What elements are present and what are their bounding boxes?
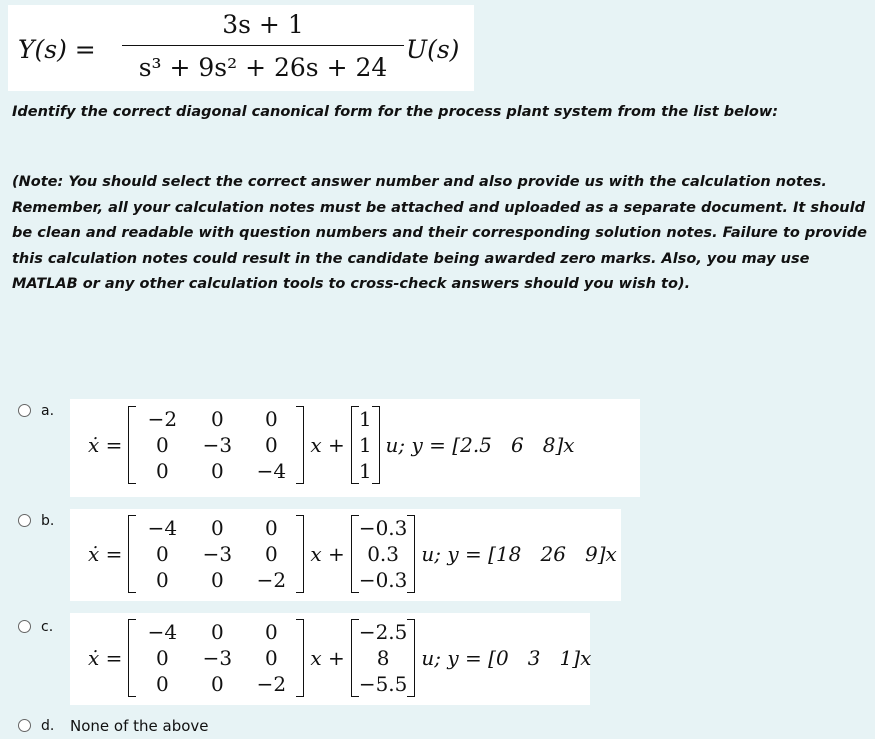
option-d-letter: d. [41, 718, 55, 734]
option-a-radio[interactable] [18, 404, 31, 417]
option-b-letter: b. [41, 513, 55, 529]
matrix-entry: 0 [265, 407, 278, 431]
option-a-mid: x + [310, 433, 345, 457]
transfer-function-image [8, 5, 474, 91]
option-b-lhs: ẋ = [88, 542, 123, 566]
option-b-equation[interactable] [70, 509, 621, 601]
matrix-entry: −4 [147, 516, 178, 540]
tf-numerator: 3s + 1 [222, 10, 304, 39]
matrix-entry: −2 [147, 407, 178, 431]
matrix-entry: 0 [265, 646, 278, 670]
matrix-entry: 0 [265, 433, 278, 457]
matrix-entry: 0 [265, 620, 278, 644]
matrix-entry: −4 [256, 459, 287, 483]
option-c-matrix-a [128, 619, 304, 697]
option-c-letter: c. [41, 619, 54, 635]
matrix-entry: 0 [156, 568, 169, 592]
matrix-entry: −5.5 [358, 672, 408, 696]
option-d-radio[interactable] [18, 719, 31, 732]
option-c-matrix-b [351, 619, 416, 697]
option-b-matrix-a [128, 515, 304, 593]
matrix-entry: −0.3 [358, 516, 408, 540]
matrix-entry: 0 [156, 646, 169, 670]
tf-fraction [122, 7, 404, 86]
option-a-letter: a. [41, 403, 55, 419]
matrix-entry: 1 [358, 459, 372, 483]
option-a-lhs: ẋ = [88, 433, 123, 457]
matrix-entry: −2 [256, 568, 287, 592]
matrix-entry: −2.5 [358, 620, 408, 644]
option-c-output: u; y = [0 3 1]x [421, 646, 592, 670]
matrix-entry: 1 [358, 433, 372, 457]
tf-rhs: U(s) [406, 35, 460, 64]
matrix-entry: 0 [211, 407, 224, 431]
option-a-matrix-b [351, 406, 380, 484]
option-b-output: u; y = [18 26 9]x [421, 542, 617, 566]
matrix-entry: −0.3 [358, 568, 408, 592]
option-b-matrix-b [351, 515, 416, 593]
option-c-lhs: ẋ = [88, 646, 123, 670]
matrix-entry: 0 [265, 516, 278, 540]
option-c-equation[interactable] [70, 613, 590, 705]
matrix-entry: 0 [211, 620, 224, 644]
matrix-entry: 0 [211, 568, 224, 592]
option-b-mid: x + [310, 542, 345, 566]
option-b-radio[interactable] [18, 514, 31, 527]
matrix-entry: 0 [211, 516, 224, 540]
matrix-entry: 0 [211, 459, 224, 483]
matrix-entry: 0 [156, 542, 169, 566]
matrix-entry: 0 [156, 672, 169, 696]
option-c-radio[interactable] [18, 620, 31, 633]
option-a-equation[interactable] [70, 399, 640, 497]
matrix-entry: 1 [358, 407, 372, 431]
option-a-matrix-a [128, 406, 304, 484]
matrix-entry: −2 [256, 672, 287, 696]
matrix-entry: 0 [156, 459, 169, 483]
matrix-entry: 0 [211, 672, 224, 696]
matrix-entry: 0.3 [367, 542, 399, 566]
fraction-bar [122, 45, 404, 46]
option-d-label[interactable]: None of the above [70, 717, 209, 735]
matrix-entry: −4 [147, 620, 178, 644]
option-c-mid: x + [310, 646, 345, 670]
question-note: (Note: You should select the correct answer number and also provide us with the calculation notes. Remember, all your calculation notes must be attached and uploaded as a separate document. It should be clean and readable with question numbers and their corresponding solution notes. Failure to provide this calculation notes could result in the candidate being awarded zero marks. Also, you may use MATLAB or any other calculation tools to cross-check answers should you wish to). [12, 174, 868, 292]
matrix-entry: −3 [202, 646, 233, 670]
matrix-entry: 8 [376, 646, 390, 670]
matrix-entry: 0 [265, 542, 278, 566]
matrix-entry: 0 [156, 433, 169, 457]
option-a-output: u; y = [2.5 6 8]x [385, 433, 575, 457]
question-instruction: Identify the correct diagonal canonical form for the process plant system from the list below: [12, 104, 779, 120]
matrix-entry: −3 [202, 433, 233, 457]
tf-denominator: s³ + 9s² + 26s + 24 [138, 53, 388, 82]
matrix-entry: −3 [202, 542, 233, 566]
tf-lhs: Y(s) = [18, 35, 96, 64]
